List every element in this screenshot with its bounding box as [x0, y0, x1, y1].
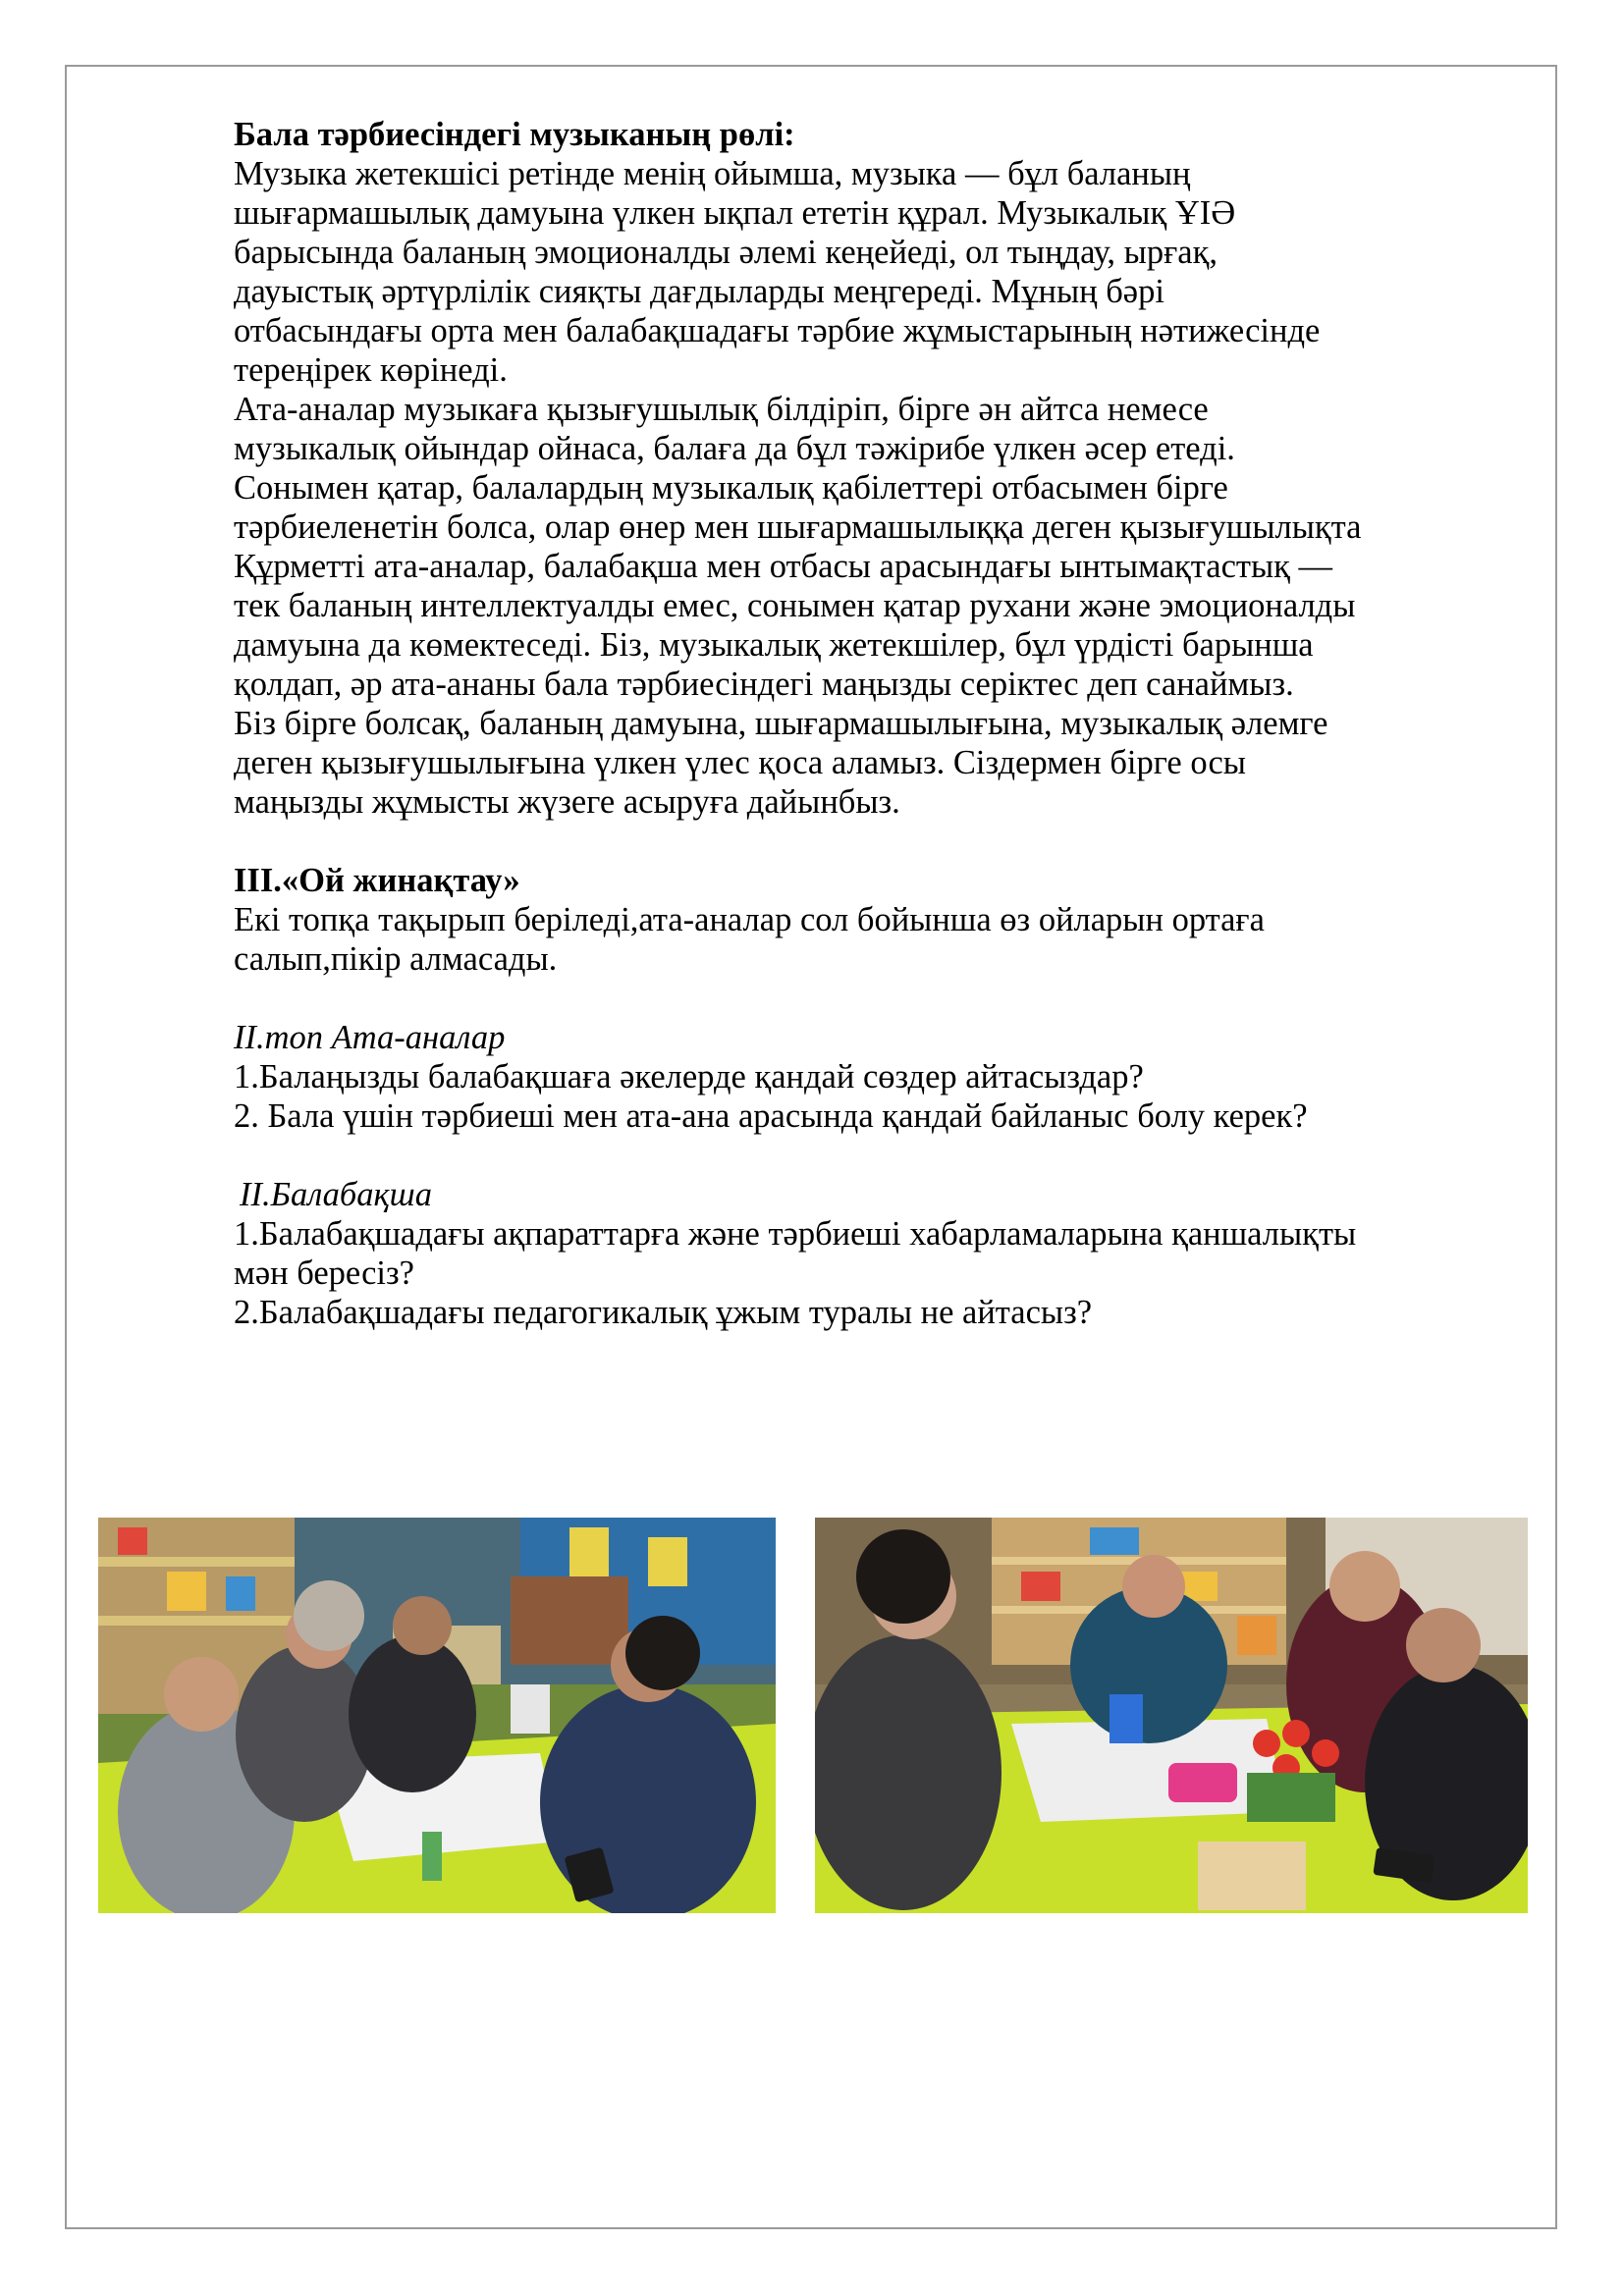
music-line: Музыка жетекшісі ретінде менің ойымша, музыка — бұл баланың — [234, 155, 1191, 192]
music-line: Біз бірге болсақ, баланың дамуына, шығармашылығына, музыкалық әлемге — [234, 705, 1328, 742]
document-body — [234, 115, 1510, 1332]
music-line: тәрбиеленетін болса, олар өнер мен шығармашылыққа деген қызығушылықта — [234, 508, 1362, 546]
music-line: шығармашылық дамуына үлкен ықпал ететін құрал. Музыкалық ҰІӘ — [234, 194, 1236, 232]
kindergarten-group-title: ІІ.Балабақша — [240, 1176, 432, 1213]
music-line: тек баланың интеллектуалды емес, сонымен қатар рухани және эмоционалды — [234, 587, 1356, 624]
photo-right-illustration — [815, 1518, 1528, 1913]
music-line: барысында баланың эмоционалды әлемі кеңейеді, ол тыңдау, ырғақ, — [234, 234, 1218, 271]
music-section-heading: Бала тәрбиесіндегі музыканың рөлі: — [234, 116, 795, 153]
music-line: музыкалық ойындар ойнаса, балаға да бұл тәжірибе үлкен әсер етеді. — [234, 430, 1235, 467]
parents-group-title: ІІ.топ Ата-аналар — [234, 1019, 506, 1056]
oi-line: салып,пікір алмасады. — [234, 940, 558, 978]
oi-section-heading: ІІІ.«Ой жинақтау» — [234, 862, 520, 899]
parents-question-2: 2. Бала үшін тәрбиеші мен ата-ана арасында қандай байланыс болу керек? — [234, 1097, 1308, 1135]
music-line: Сонымен қатар, балалардың музыкалық қабілеттері отбасымен бірге — [234, 469, 1228, 507]
music-line: Құрметті ата-аналар, балабақша мен отбасы арасындағы ынтымақтастық — — [234, 548, 1333, 585]
music-line: Ата-аналар музыкаға қызығушылық білдіріп, бірге ән айтса немесе — [234, 391, 1209, 428]
music-line: деген қызығушылығына үлкен үлес қоса аламыз. Сіздермен бірге осы — [234, 744, 1246, 781]
photo-left-illustration — [98, 1518, 776, 1913]
oi-line: Екі топқа тақырып беріледі,ата-аналар сол бойынша өз ойларын ортаға — [234, 901, 1265, 938]
music-line: маңызды жұмысты жүзеге асыруға дайынбыз. — [234, 783, 900, 821]
music-line: отбасындағы орта мен балабақшадағы тәрбие жұмыстарының нәтижесінде — [234, 312, 1321, 349]
music-line: дамуына да көмектеседі. Біз, музыкалық жетекшілер, бұл үрдісті барынша — [234, 626, 1314, 664]
photo-parents-group-right — [815, 1518, 1528, 1913]
kindergarten-question-2: 2.Балабақшадағы педагогикалық ұжым туралы не айтасыз? — [234, 1294, 1093, 1331]
photo-parents-group-left — [98, 1518, 776, 1913]
music-line: қолдап, әр ата-ананы бала тәрбиесіндегі маңызды серіктес деп санаймыз. — [234, 666, 1294, 703]
kindergarten-question-1-cont: мән бересіз? — [234, 1255, 414, 1292]
music-line: тереңірек көрінеді. — [234, 351, 508, 389]
kindergarten-question-1: 1.Балабақшадағы ақпараттарға және тәрбиеші хабарламаларына қаншалықты — [234, 1215, 1357, 1253]
parents-question-1: 1.Балаңызды балабақшаға әкелерде қандай сөздер айтасыздар? — [234, 1058, 1144, 1095]
music-line: дауыстық әртүрлілік сияқты дағдыларды меңгереді. Мұның бәрі — [234, 273, 1164, 310]
